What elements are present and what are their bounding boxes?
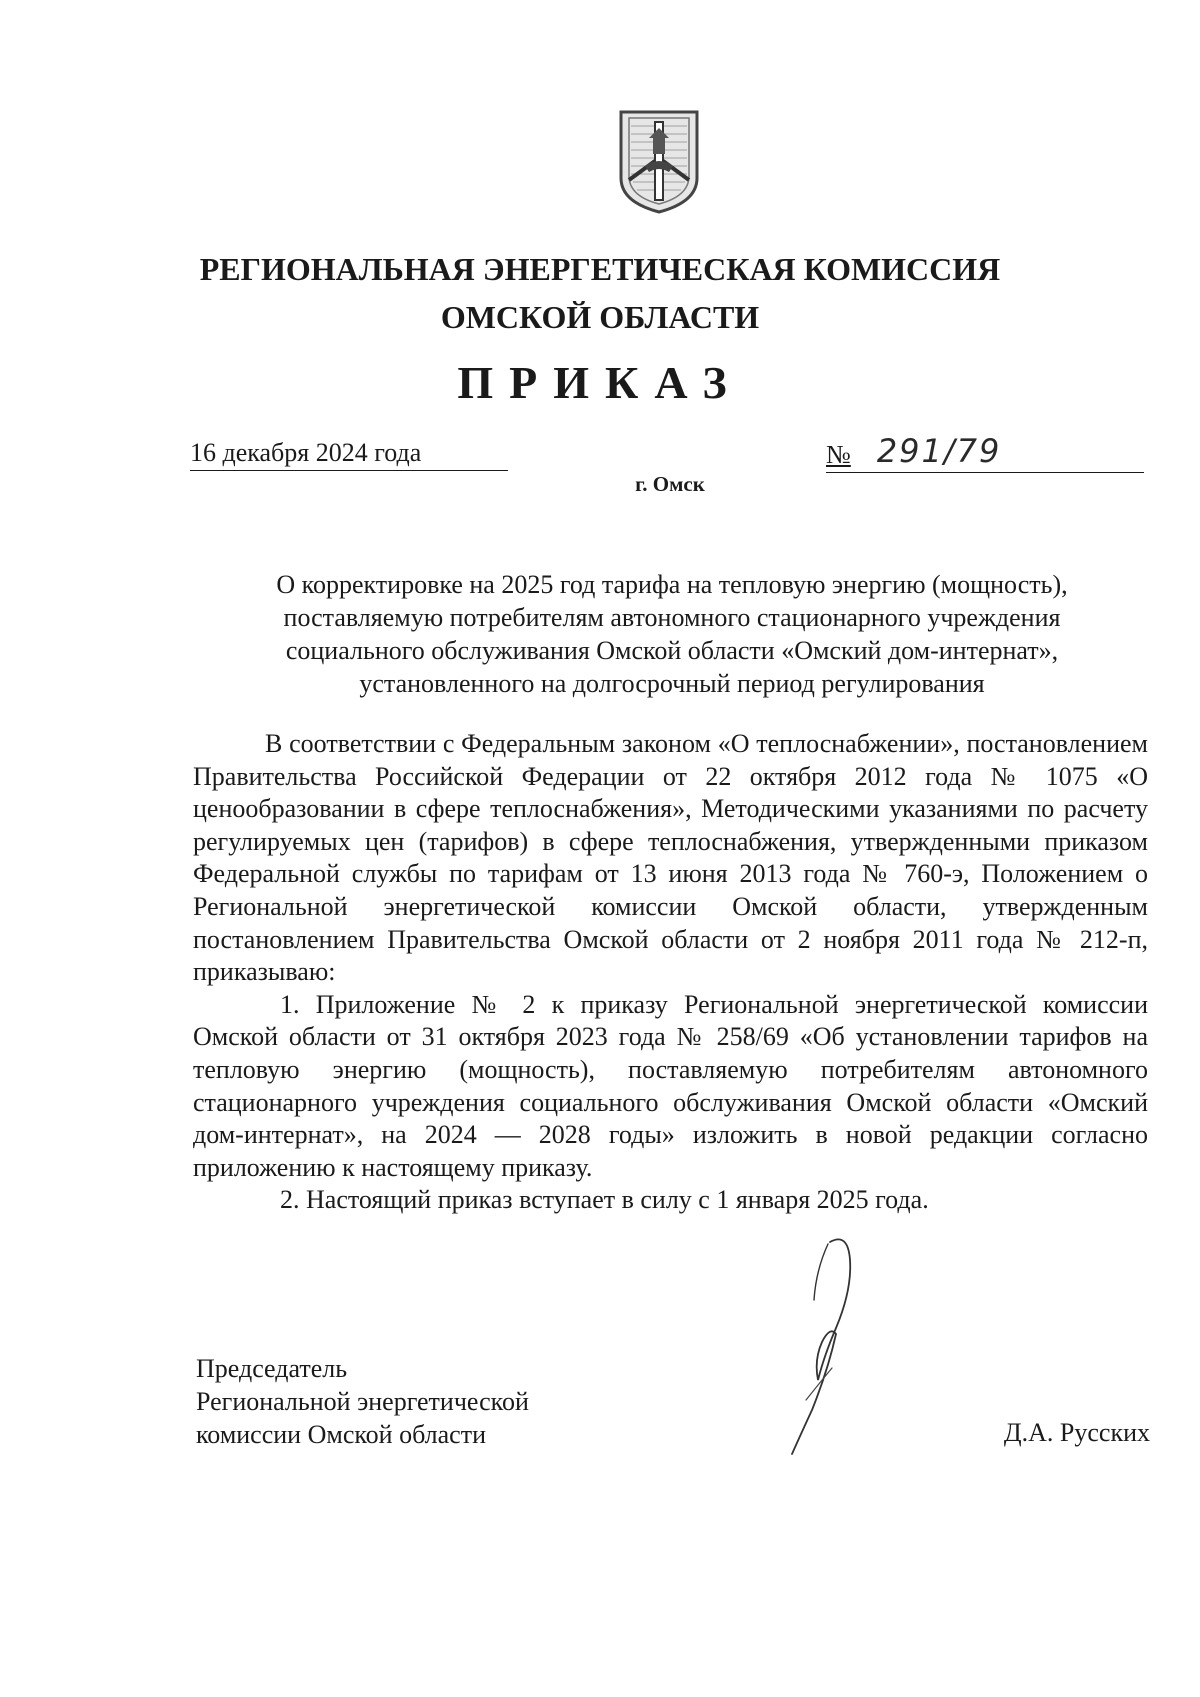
document-type: ПРИКАЗ bbox=[457, 357, 743, 408]
signatory-title-line-1: Председатель bbox=[196, 1354, 348, 1383]
subject-line-1: О корректировке на 2025 год тарифа на тепловую энергию (мощность), bbox=[276, 570, 1068, 599]
body-preamble: В соответствии с Федеральным законом «О теплоснабжении», постановлением Правительства Российской Федерации от 22 октября 2012 года № 1075 «О ценообразовании в сфере теплоснабжения», Методическими указаниями по расчету регулируемых цен (тарифов) в сфере теплоснабжения, утвержденными приказом Федеральной службы по тарифам от 13 июня 2013 года № 760-э, Положением о Региональной энергетической комиссии Омской области, утвержденным постановлением Правительства Омской области от 2 ноября 2011 года № 212-п, приказываю: bbox=[193, 729, 1148, 987]
handwritten-signature-icon bbox=[770, 1230, 890, 1460]
signatory-name: Д.А. Русских bbox=[1003, 1418, 1150, 1447]
handwritten-number: 291/79 bbox=[876, 432, 1002, 470]
organization-title bbox=[0, 245, 1200, 341]
organization-title-line-1: РЕГИОНАЛЬНАЯ ЭНЕРГЕТИЧЕСКАЯ КОМИССИЯ bbox=[199, 251, 1001, 287]
document-body bbox=[193, 728, 1148, 1217]
signatory-title-line-2: Региональной энергетической bbox=[196, 1387, 529, 1416]
subject-line-4: установленного на долгосрочный период регулирования bbox=[359, 669, 985, 698]
number-sign: № bbox=[826, 440, 851, 469]
organization-title-line-2: ОМСКОЙ ОБЛАСТИ bbox=[440, 299, 760, 335]
document-date: 16 декабря 2024 года bbox=[190, 438, 508, 471]
subject-line-3: социального обслуживания Омской области «Омский дом-интернат», bbox=[285, 636, 1059, 665]
signatory-title-line-3: комиссии Омской области bbox=[196, 1420, 486, 1449]
document-city: г. Омск bbox=[635, 472, 705, 496]
document-subject bbox=[190, 568, 1154, 700]
coat-of-arms-icon bbox=[615, 108, 703, 216]
body-item-1: 1. Приложение № 2 к приказу Региональной энергетической комиссии Омской области от 31 октября 2023 года № 258/69 «Об установлении тарифов на тепловую энергию (мощность), поставляемую потребителям автономного стационарного учреждения социального обслуживания Омской области «Омский дом-интернат», на 2024 — 2028 годы» изложить в новой редакции согласно приложению к настоящему приказу. bbox=[193, 989, 1148, 1182]
document-number bbox=[826, 432, 1144, 473]
subject-line-2: поставляемую потребителям автономного стационарного учреждения bbox=[283, 603, 1061, 632]
body-item-2: 2. Настоящий приказ вступает в силу с 1 января 2025 года. bbox=[280, 1185, 929, 1215]
signatory-title bbox=[196, 1352, 616, 1451]
